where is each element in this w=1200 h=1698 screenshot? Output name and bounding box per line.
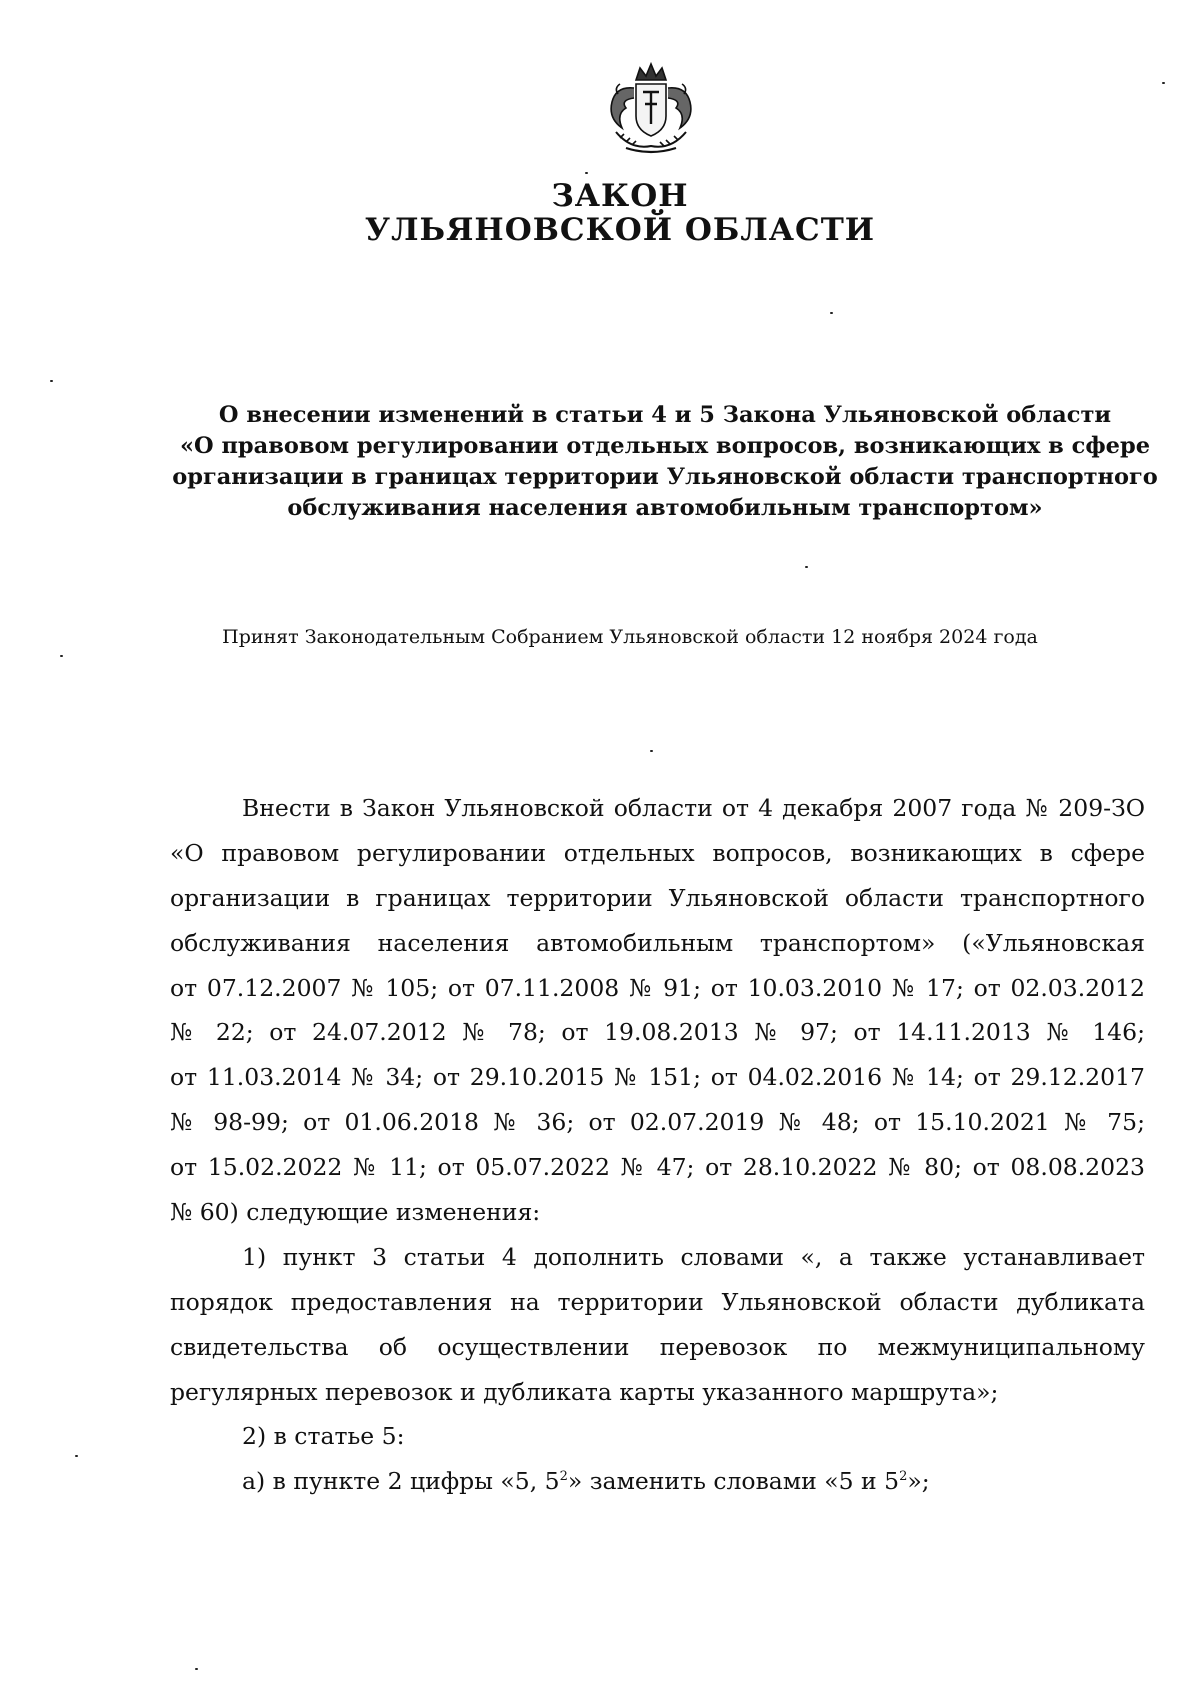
scan-speck	[1162, 82, 1165, 84]
item2a-suffix: »;	[907, 1467, 930, 1496]
subject-line: обслуживания населения автомобильным транспортом»	[287, 495, 1043, 521]
scan-speck	[60, 655, 63, 657]
item2a-middle: » заменить словами «5 и 5	[567, 1467, 900, 1496]
scan-speck	[75, 1455, 78, 1457]
subject-line: организации в границах территории Ульяновской области транспортного	[172, 464, 1158, 490]
scan-speck	[195, 1668, 198, 1670]
document-body	[170, 786, 1145, 1504]
item1-line: 1) пункт 3 статьи 4 дополнить словами «, а также устанавливает	[242, 1242, 1145, 1271]
subject-line: О внесении изменений в статьи 4 и 5 Закона Ульяновской области	[218, 402, 1112, 428]
document-heading-line2: УЛЬЯНОВСКОЙ ОБЛАСТИ	[364, 212, 876, 248]
body-line: Внести в Закон Ульяновской области от 4 декабря 2007 года № 209-ЗО	[242, 794, 1145, 822]
body-line: организации в границах территории Ульяновской области транспортного	[170, 883, 1145, 912]
item2a-prefix: а) в пункте 2 цифры «5, 5	[242, 1467, 560, 1496]
item1-line: регулярных перевозок и дубликата карты указанного маршрута»;	[170, 1377, 999, 1406]
body-line: № 98-99; от 01.06.2018 № 36; от 02.07.2019 № 48; от 15.10.2021 № 75;	[170, 1108, 1145, 1137]
body-line: от 11.03.2014 № 34; от 29.10.2015 № 151; от 04.02.2016 № 14; от 29.12.2017	[170, 1063, 1145, 1092]
scan-speck	[585, 172, 588, 174]
item2-line: 2) в статье 5:	[242, 1422, 405, 1451]
item1-line: порядок предоставления на территории Ульяновской области дубликата	[170, 1287, 1145, 1316]
body-line: от 07.12.2007 № 105; от 07.11.2008 № 91; от 10.03.2010 № 17; от 02.03.2012	[170, 973, 1145, 1002]
body-line: № 22; от 24.07.2012 № 78; от 19.08.2013 № 97; от 14.11.2013 № 146;	[170, 1018, 1145, 1047]
superscript: 2	[559, 1469, 568, 1485]
body-line: от 15.02.2022 № 11; от 05.07.2022 № 47; от 28.10.2022 № 80; от 08.08.2023	[170, 1153, 1145, 1182]
coat-of-arms-icon	[596, 58, 706, 158]
item1-line: свидетельства об осуществлении перевозок по межмуниципальному	[170, 1332, 1145, 1361]
scan-speck	[50, 380, 53, 382]
body-line: «О правовом регулировании отдельных вопросов, возникающих в сфере	[170, 838, 1145, 867]
scan-speck	[650, 750, 653, 752]
scan-speck	[805, 566, 808, 568]
item2a-line	[170, 1459, 1145, 1504]
body-line: № 60) следующие изменения:	[170, 1198, 541, 1227]
law-subject	[170, 400, 1160, 524]
document-heading-line1: ЗАКОН	[551, 178, 689, 214]
subject-line: «О правовом регулировании отдельных вопросов, возникающих в сфере	[179, 433, 1151, 459]
adoption-note: Принят Законодательным Собранием Ульяновской области 12 ноября 2024 года	[222, 626, 1038, 648]
superscript: 2	[899, 1469, 908, 1485]
body-line: обслуживания населения автомобильным транспортом» («Ульяновская	[170, 928, 1145, 957]
scan-speck	[830, 312, 833, 314]
